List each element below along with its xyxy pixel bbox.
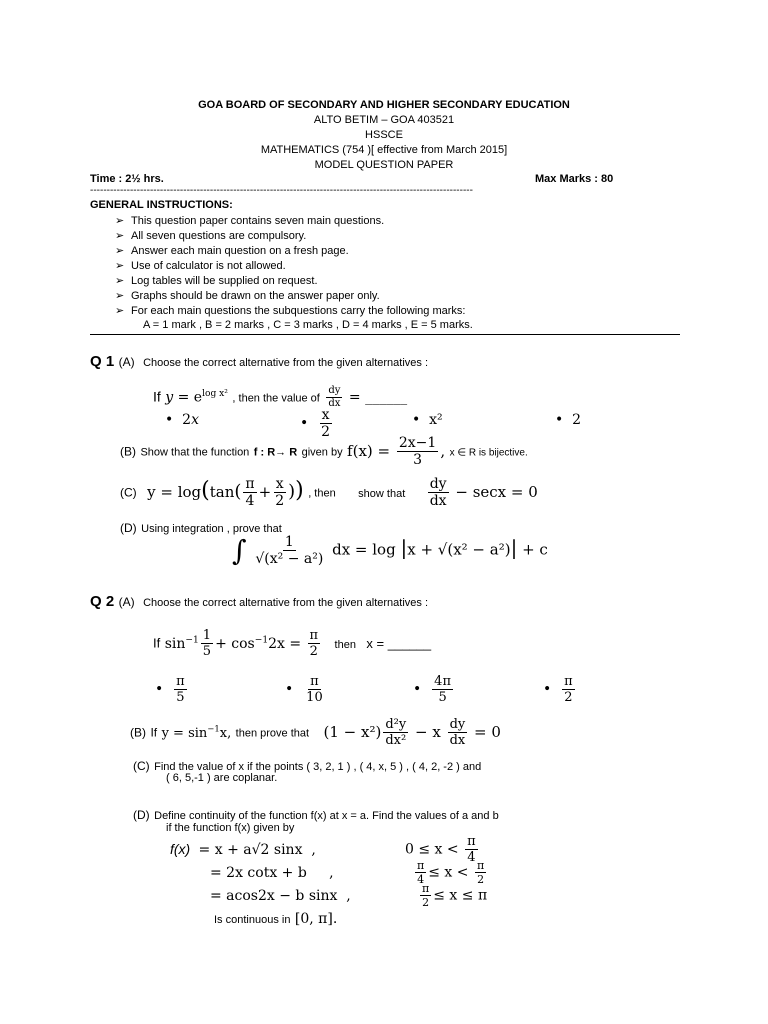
board-title: GOA BOARD OF SECONDARY AND HIGHER SECONDARY EDUCATION [198, 99, 570, 111]
q1b-text1: Show that the function [140, 446, 250, 459]
q2d-fx: f(x) [170, 841, 191, 857]
q1b-text2: given by [301, 446, 343, 459]
arrow-bullet-icon: ➢ [115, 260, 125, 272]
q2a-option-2: • $\frac{\pi}{10}$ [285, 674, 323, 705]
instruction-item: ➢ Answer each main question on a fresh page. [115, 245, 349, 257]
q1c-show: show that [358, 487, 406, 500]
q1-header [90, 353, 428, 371]
q2d-range-3: $\frac{\pi}{2}$ ≤ x ≤ π [422, 882, 488, 909]
q1a-option-3: • x² [412, 412, 443, 428]
q2d-text2: if the function f(x) given by [166, 822, 295, 834]
q2d-continuous: Is continuous in [0, π]. [214, 911, 338, 927]
q2a-if: If [153, 635, 161, 651]
dashed-divider: ------------------------------------------------------------------------------------------------------------------- [90, 185, 473, 196]
q2d-range-1: 0 ≤ x < $\frac{\pi}{4}$ [405, 834, 476, 865]
arrow-bullet-icon: ➢ [115, 290, 125, 302]
q2a-option-4: • $\frac{\pi}{2}$ [543, 674, 573, 705]
exam-name: HSSCE [365, 129, 403, 141]
q1a-question: If $y = e^{log x^2}$ , then the value of $\frac{dy}{dx}$ = ______ [153, 385, 408, 410]
q2b-question: (B) If $y = \sin^{-1}x$, then prove that (1 − x²) $\frac{\text{d²y}}{\text{dx²}}$ − x $\frac{dy}{dx}$ = 0 [130, 717, 501, 748]
q1a-then: , then the value of [232, 392, 320, 405]
board-address: ALTO BETIM – GOA 403521 [313, 114, 455, 126]
q1b-label: (B) [120, 444, 136, 459]
q2c-text2: ( 6, 5,-1 ) are coplanar. [166, 772, 278, 784]
q1c-then: , then [308, 487, 336, 500]
q1a-text: Choose the correct alternative from the given alternatives : [143, 357, 429, 369]
q1c-label: (C) [120, 485, 137, 500]
q1a-option-2: • $\frac{x}{2}$ [300, 407, 331, 440]
paper-title: MODEL QUESTION PAPER [314, 159, 454, 171]
q2d-text1: Define continuity of the function f(x) at x = a. Find the values of a and b [154, 810, 499, 822]
instruction-item: ➢ This question paper contains seven main questions. [115, 215, 385, 227]
q2b-if: If [150, 725, 158, 740]
instruction-item: ➢ All seven questions are compulsory. [115, 230, 307, 242]
q2d-case-2: = 2x cotx + b , [210, 865, 334, 881]
arrow-bullet-icon: ➢ [115, 245, 125, 257]
q2-header [90, 593, 428, 611]
q2d-case-1: f(x) = x + a√2 sinx , [170, 841, 316, 858]
q2a-text: Choose the correct alternative from the given alternatives : [143, 597, 429, 609]
q2a-then: then [334, 638, 356, 651]
instruction-item: ➢ Graphs should be drawn on the answer paper only. [115, 290, 380, 302]
instruction-item: ➢ Log tables will be supplied on request. [115, 275, 318, 287]
marks-distribution: A = 1 mark , B = 2 marks , C = 3 marks , D = 4 marks , E = 5 marks. [143, 319, 473, 331]
arrow-bullet-icon: ➢ [115, 275, 125, 287]
q2d-label: (D) [133, 808, 150, 822]
q1a-option-4: • 2 [555, 412, 582, 428]
q1b-question: (B) Show that the function f : R→ R given by f(x) = $\frac{2x-1}{3}$ , x ∈ R is bijective. [120, 435, 528, 468]
q2a-x: x = ______ [366, 635, 432, 651]
q1-number: Q 1 [90, 353, 115, 370]
q1a-option-1: • 2x [165, 412, 199, 428]
q2d-case-3: = acos2x − b sinx , [210, 888, 351, 904]
q1d-text: Using integration , prove that [141, 523, 282, 535]
q1a-blank: = ______ [348, 389, 408, 406]
q2c-label: (C) [133, 759, 150, 773]
horizontal-rule [90, 334, 680, 335]
q1d-label: (D) [120, 521, 137, 535]
arrow-bullet-icon: ➢ [115, 230, 125, 242]
instruction-item: ➢ Use of calculator is not allowed. [115, 260, 286, 272]
q1d-integral: ∫ $\frac{1}{\text{√(x² − a²)}}$ dx = log |x + √(x² − a²)| + c [232, 534, 548, 567]
time-label: Time : 2½ hrs. [90, 173, 164, 185]
max-marks: Max Marks : 80 [535, 173, 614, 185]
q2a-label: (A) [118, 595, 135, 609]
q1a-label: (A) [118, 355, 135, 369]
q2d-range-2: $\frac{\pi}{4}$ ≤ x < $\frac{\pi}{2}$ [417, 859, 485, 886]
q2b-text: then prove that [235, 727, 310, 740]
q2a-question: If $\sin^{-1}$ $\frac{1}{5}$ + $\cos^{-1}2x$ = $\frac{\pi}{2}$ then x = ______ [153, 628, 432, 659]
q2a-option-1: • $\frac{\pi}{5}$ [155, 674, 185, 705]
subject-line: MATHEMATICS (754 )[ effective from March 2015] [260, 144, 508, 156]
arrow-bullet-icon: ➢ [115, 215, 125, 227]
q1a-if: If [153, 388, 161, 405]
q1b-text3: x ∈ R is bijective. [449, 447, 528, 459]
q2-number: Q 2 [90, 593, 115, 610]
q2c-text1: Find the value of x if the points ( 3, 2, 1 ) , ( 4, x, 5 ) , ( 4, 2, -2 ) and [154, 761, 482, 773]
q1c-question: (C) y = log(tan( $\frac{\pi}{4}$ + $\frac{x}{2}$ )) , then show that $\frac{dy}{dx}$ − secx = 0 [120, 476, 538, 509]
q2b-label: (B) [130, 725, 146, 740]
instructions-title: GENERAL INSTRUCTIONS: [90, 199, 233, 211]
q1b-fn: f : R→ R [253, 446, 298, 459]
arrow-bullet-icon: ➢ [115, 305, 125, 317]
q2a-option-3: • $\frac{4\pi}{5}$ [413, 674, 451, 705]
instruction-item: ➢ For each main questions the subquestions carry the following marks: [115, 305, 466, 317]
